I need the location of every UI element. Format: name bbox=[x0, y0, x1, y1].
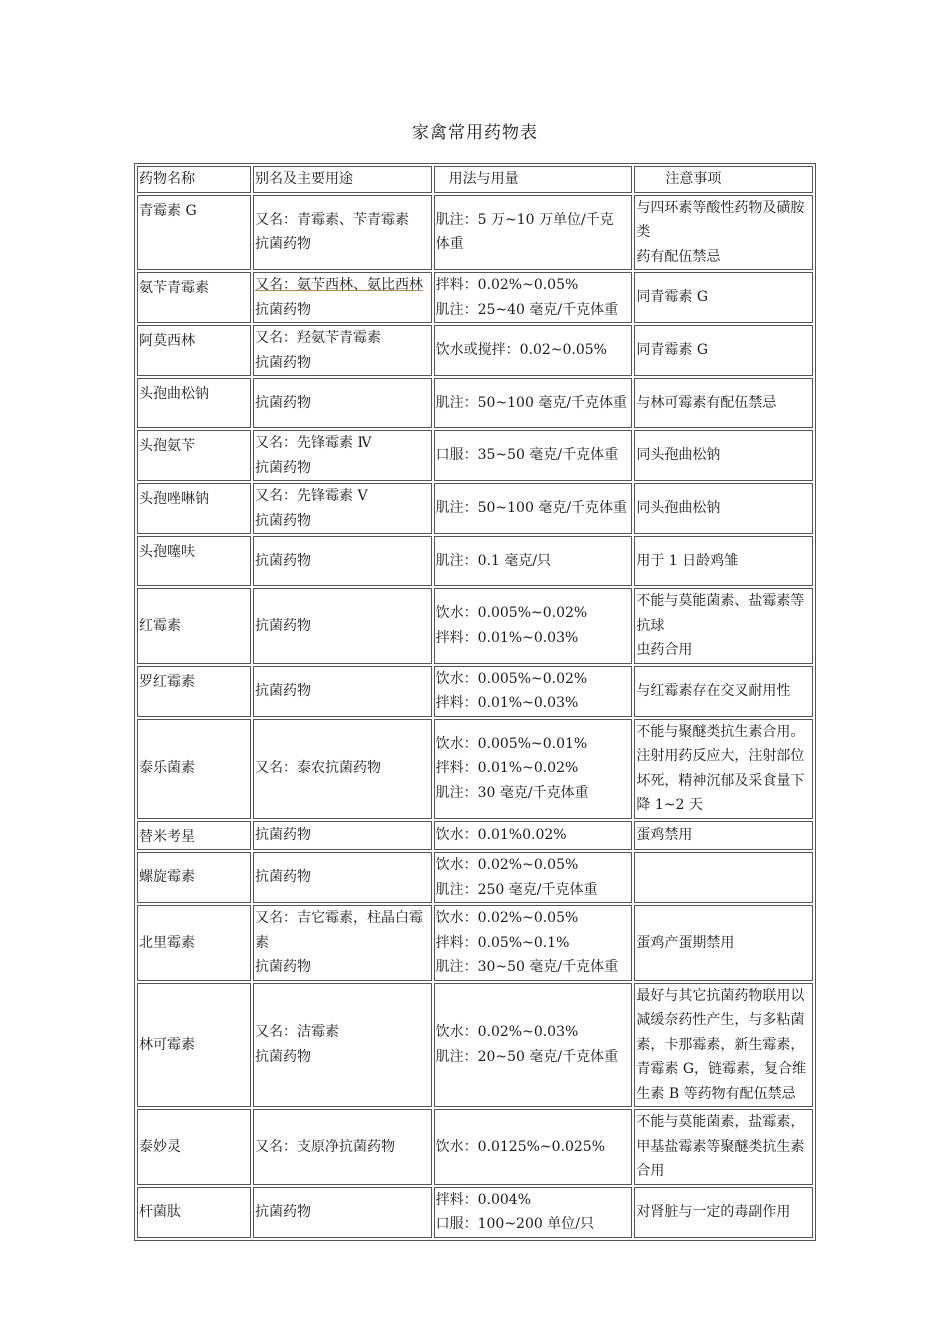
cell-line: 抗菌药物 bbox=[255, 236, 312, 253]
cell-line: 抗菌药物 bbox=[255, 959, 312, 975]
table-row bbox=[137, 325, 813, 376]
drug-name-cell: 林可霉素 bbox=[137, 983, 251, 1108]
cell-line: 抗菌药物 bbox=[255, 869, 312, 886]
alias-cell bbox=[253, 719, 432, 819]
notes-cell bbox=[634, 983, 813, 1108]
table-row bbox=[137, 1187, 813, 1238]
drug-name-cell: 红霉素 bbox=[137, 588, 251, 664]
cell-line: 抗菌药物 bbox=[255, 1203, 312, 1220]
cell-line: 饮水：0.02%~0.03% bbox=[435, 1024, 579, 1041]
alias-cell bbox=[253, 852, 432, 903]
cell-line: 饮水：0.005%~0.01% bbox=[435, 735, 588, 752]
drug-name-cell: 头孢唑啉钠 bbox=[137, 483, 251, 534]
cell-line: 肌注：30~50 毫克/千克体重 bbox=[435, 959, 619, 975]
table-row bbox=[137, 483, 813, 534]
cell-line: 抗菌药物 bbox=[255, 682, 312, 699]
alias-cell bbox=[253, 195, 432, 271]
cell-line: 肌注：30 毫克/千克体重 bbox=[435, 784, 589, 801]
page-title: 家禽常用药物表 bbox=[412, 123, 538, 143]
alias-cell bbox=[253, 483, 432, 534]
drug-name-cell: 头孢曲松钠 bbox=[137, 378, 251, 428]
cell-line: 拌料：0.05%~0.1% bbox=[435, 934, 570, 951]
alias-cell bbox=[253, 536, 432, 586]
notes-cell bbox=[634, 905, 813, 981]
drug-name-cell: 替米考星 bbox=[137, 821, 251, 851]
cell-line: 体重 bbox=[435, 236, 464, 253]
cell-line: 对肾脏与一定的毒副作用 bbox=[636, 1203, 791, 1220]
notes-cell bbox=[634, 852, 813, 903]
usage-cell bbox=[434, 272, 633, 323]
usage-cell bbox=[434, 483, 633, 534]
notes-cell bbox=[634, 1187, 813, 1238]
cell-line: 蛋鸡产蛋期禁用 bbox=[636, 934, 735, 951]
notes-cell bbox=[634, 536, 813, 586]
cell-line: 又名：支原净抗菌药物 bbox=[255, 1138, 396, 1155]
cell-line: 药有配伍禁忌 bbox=[636, 248, 721, 265]
alias-cell bbox=[253, 821, 432, 851]
cell-line: 饮水：0.02%~0.05% bbox=[435, 910, 579, 926]
table-row bbox=[137, 852, 813, 903]
usage-cell bbox=[434, 325, 633, 376]
alias-cell bbox=[253, 272, 432, 323]
table-row bbox=[137, 536, 813, 586]
table-row bbox=[137, 719, 813, 819]
cell-line: 抗菌药物 bbox=[255, 617, 312, 634]
cell-line: 口服：100~200 单位/只 bbox=[435, 1216, 594, 1232]
usage-cell bbox=[434, 666, 633, 717]
cell-line: 拌料：0.01%~0.03% bbox=[435, 695, 579, 711]
alias-cell bbox=[253, 905, 432, 981]
cell-line: 肌注：50~100 毫克/千克体重 bbox=[435, 500, 628, 517]
cell-line: 饮水：0.02%~0.05% bbox=[435, 857, 579, 873]
table-row bbox=[137, 378, 813, 428]
table-row bbox=[137, 195, 813, 271]
drug-name-cell: 螺旋霉素 bbox=[137, 852, 251, 903]
cell-line: 同青霉素 G bbox=[636, 342, 709, 359]
usage-cell bbox=[434, 905, 633, 981]
usage-cell bbox=[434, 821, 633, 851]
usage-cell bbox=[434, 1109, 633, 1185]
cell-line: 肌注：5 万~10 万单位/千克 bbox=[435, 211, 614, 228]
cell-line: 同头孢曲松钠 bbox=[636, 500, 721, 517]
cell-line: 蛋鸡禁用 bbox=[636, 827, 693, 843]
alias-cell bbox=[253, 983, 432, 1108]
drug-name-cell: 罗红霉素 bbox=[137, 666, 251, 717]
cell-line: 口服：35~50 毫克/千克体重 bbox=[435, 447, 619, 464]
cell-line: 拌料：0.02%~0.05% bbox=[435, 277, 579, 293]
header-cell-usage: 用法与用量 bbox=[434, 166, 633, 193]
table-row bbox=[137, 430, 813, 481]
usage-cell bbox=[434, 430, 633, 481]
usage-cell bbox=[434, 536, 633, 586]
cell-line: 肌注：50~100 毫克/千克体重 bbox=[435, 394, 628, 411]
cell-line: 与四环素等酸性药物及磺胺类 bbox=[636, 199, 805, 240]
drug-name-cell: 泰妙灵 bbox=[137, 1109, 251, 1185]
cell-line: 拌料：0.01%~0.02% bbox=[435, 760, 579, 777]
table-row bbox=[137, 905, 813, 981]
cell-line: 饮水或搅拌：0.02~0.05% bbox=[435, 342, 607, 359]
cell-line: 与红霉素存在交叉耐用性 bbox=[636, 682, 791, 699]
usage-cell bbox=[434, 1187, 633, 1238]
cell-line: 肌注：250 毫克/千克体重 bbox=[435, 881, 598, 898]
cell-line: 不能与莫能菌素、盐霉素等抗球 bbox=[636, 593, 805, 634]
drug-table bbox=[134, 163, 816, 1241]
drug-name-cell: 青霉素 G bbox=[137, 195, 251, 271]
cell-line: 肌注：0.1 毫克/只 bbox=[435, 552, 552, 569]
cell-line: 又名：先锋霉素 V bbox=[255, 488, 368, 504]
cell-line: 抗菌药物 bbox=[255, 827, 312, 843]
table-row bbox=[137, 821, 813, 851]
cell-line: 不能与聚醚类抗生素合用。注射用药反应大，注射部位坏死，精神沉郁及采食量下降 1~2 天 bbox=[636, 723, 805, 813]
alias-cell bbox=[253, 430, 432, 481]
alias-cell bbox=[253, 325, 432, 376]
table-header-row bbox=[137, 166, 813, 193]
cell-line: 同头孢曲松钠 bbox=[636, 447, 721, 464]
cell-line: 又名：先锋霉素 Ⅳ bbox=[255, 435, 372, 451]
header-cell-notes: 注意事项 bbox=[634, 166, 813, 193]
notes-cell bbox=[634, 483, 813, 534]
cell-line: 抗菌药物 bbox=[255, 1048, 312, 1065]
cell-line: 又名：氨苄西林、氨比西林 bbox=[255, 277, 424, 293]
notes-cell bbox=[634, 588, 813, 664]
notes-cell bbox=[634, 666, 813, 717]
drug-name-cell: 杆菌肽 bbox=[137, 1187, 251, 1238]
cell-line: 又名：洁霉素 bbox=[255, 1024, 340, 1041]
alias-cell bbox=[253, 378, 432, 428]
alias-cell bbox=[253, 666, 432, 717]
table-row bbox=[137, 666, 813, 717]
cell-line: 抗菌药物 bbox=[255, 394, 312, 411]
cell-line: 拌料：0.004% bbox=[435, 1191, 531, 1208]
drug-name-cell: 头孢噻呋 bbox=[137, 536, 251, 586]
cell-line: 饮水：0.0125%~0.025% bbox=[435, 1138, 606, 1155]
table-row bbox=[137, 983, 813, 1108]
notes-cell bbox=[634, 821, 813, 851]
cell-line: 不能与莫能菌素，盐霉素，甲基盐霉素等聚醚类抗生素合用 bbox=[636, 1114, 805, 1179]
drug-name-cell: 泰乐菌素 bbox=[137, 719, 251, 819]
cell-line: 肌注：20~50 毫克/千克体重 bbox=[435, 1048, 619, 1065]
cell-line: 虫药合用 bbox=[636, 642, 693, 658]
notes-cell bbox=[634, 1109, 813, 1185]
cell-line: 饮水：0.01%0.02% bbox=[435, 827, 567, 843]
cell-line: 抗菌药物 bbox=[255, 301, 312, 318]
notes-cell bbox=[634, 272, 813, 323]
cell-line: 又名：泰农抗菌药物 bbox=[255, 760, 382, 777]
usage-cell bbox=[434, 983, 633, 1108]
usage-cell bbox=[434, 852, 633, 903]
cell-line: 拌料：0.01%~0.03% bbox=[435, 629, 579, 646]
notes-cell bbox=[634, 378, 813, 428]
cell-line: 抗菌药物 bbox=[255, 512, 312, 529]
cell-line: 抗菌药物 bbox=[255, 354, 312, 371]
cell-line: 用于 1 日龄鸡雏 bbox=[636, 552, 739, 569]
table-row bbox=[137, 272, 813, 323]
usage-cell bbox=[434, 195, 633, 271]
header-cell-alias: 别名及主要用途 bbox=[253, 166, 432, 193]
cell-line: 抗菌药物 bbox=[255, 459, 312, 476]
alias-cell bbox=[253, 1109, 432, 1185]
cell-line: 抗菌药物 bbox=[255, 552, 312, 569]
notes-cell bbox=[634, 719, 813, 819]
drug-name-cell: 头孢氨苄 bbox=[137, 430, 251, 481]
notes-cell bbox=[634, 430, 813, 481]
usage-cell bbox=[434, 588, 633, 664]
drug-name-cell: 阿莫西林 bbox=[137, 325, 251, 376]
cell-line: 最好与其它抗菌药物联用以减缓奈药性产生，与多粘菌素，卡那霉素，新生霉素，青霉素 G，链霉素，复合维生素 B 等药物有配伍禁忌 bbox=[636, 987, 807, 1102]
table-row bbox=[137, 1109, 813, 1185]
cell-line: 肌注：25~40 毫克/千克体重 bbox=[435, 301, 619, 318]
cell-line: 同青霉素 G bbox=[636, 289, 709, 306]
notes-cell bbox=[634, 325, 813, 376]
cell-line: 饮水：0.005%~0.02% bbox=[435, 670, 588, 687]
header-cell-name: 药物名称 bbox=[137, 166, 251, 193]
cell-line: 又名：青霉素、苄青霉素 bbox=[255, 211, 410, 228]
notes-cell bbox=[634, 195, 813, 271]
alias-cell bbox=[253, 588, 432, 664]
drug-name-cell: 北里霉素 bbox=[137, 905, 251, 981]
cell-line: 又名：吉它霉素，柱晶白霉素 bbox=[255, 910, 424, 951]
usage-cell bbox=[434, 378, 633, 428]
usage-cell bbox=[434, 719, 633, 819]
cell-line: 与林可霉素有配伍禁忌 bbox=[636, 394, 777, 411]
cell-line: 又名：羟氨苄青霉素 bbox=[255, 330, 382, 346]
alias-cell bbox=[253, 1187, 432, 1238]
table-row bbox=[137, 588, 813, 664]
drug-name-cell: 氨苄青霉素 bbox=[137, 272, 251, 323]
cell-line: 饮水：0.005%~0.02% bbox=[435, 605, 588, 622]
